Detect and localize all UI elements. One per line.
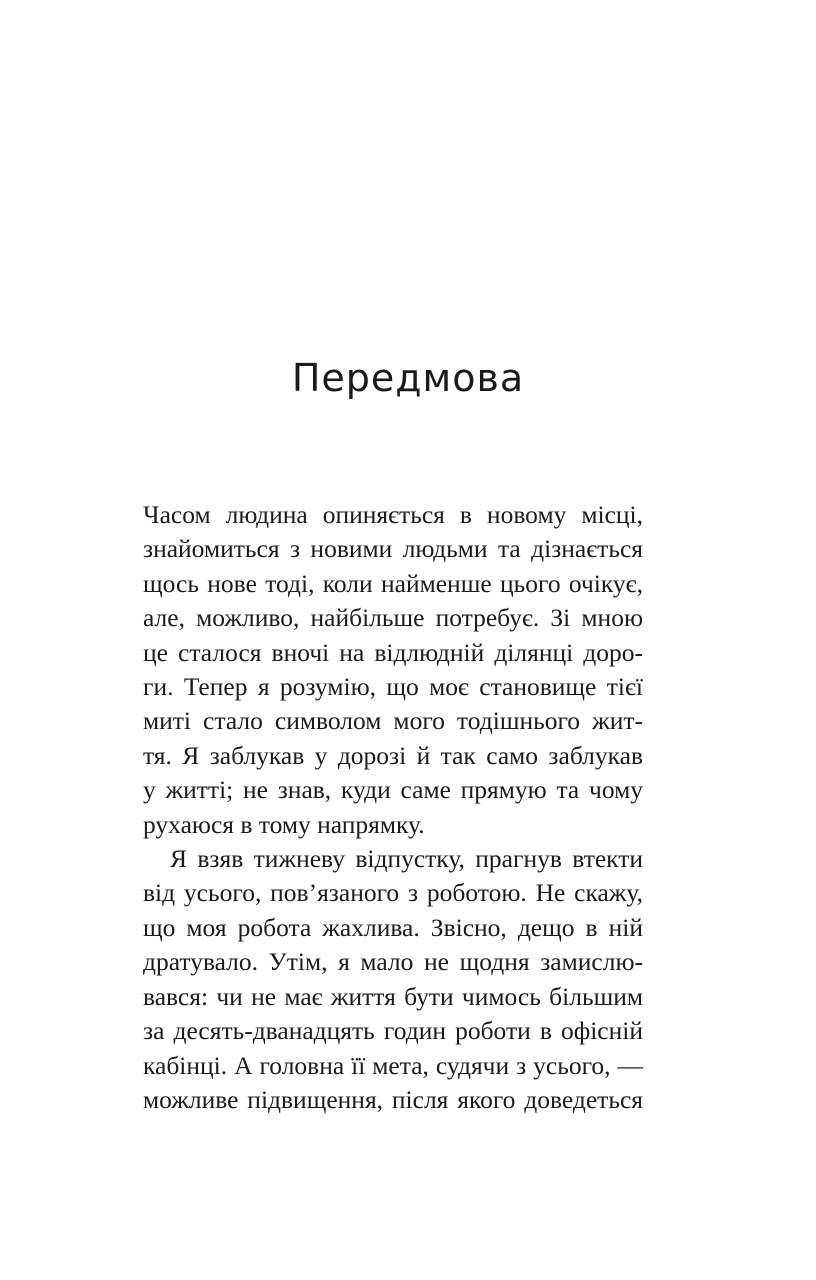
chapter-title: Передмова [291,356,525,400]
paragraph-2 [143,842,643,1117]
text-line: за десять-дванадцять годин роботи в офісній [143,1016,643,1046]
text-line: ги. Тепер я розумію, що моє становище тієї [143,672,643,702]
text-line: Часом людина опиняється в новому місці, [143,500,643,529]
text-line: Я взяв тижневу відпустку, прагнув втекти [170,844,643,874]
paragraph-1 [143,498,643,842]
text-line: у житті; не знав, куди саме прямую та чому [143,775,643,805]
text-line: але, можливо, найбільше потребує. Зі мною [143,603,643,633]
text-line: тя. Я заблукав у дорозі й так само заблукав [143,740,643,770]
text-line: миті стало символом мого тодішнього жит- [143,706,643,736]
text-line: щось нове тоді, коли найменше цього очікує, [143,568,643,598]
text-line: рухаюся в тому напрямку. [143,809,425,839]
text-line: кабінці. А головна її мета, судячи з усього, — [143,1050,643,1080]
text-line: дратувало. Утім, я мало не щодня замислю- [143,947,643,977]
body-text [143,498,643,1117]
text-line: знайомиться з новими людьми та дізнається [143,534,643,564]
text-line: від усього, пов’язаного з роботою. Не скажу, [143,878,643,908]
text-line: це сталося вночі на відлюдній ділянці доро- [143,637,643,667]
text-line: що моя робота жахлива. Звісно, дещо в ній [143,912,643,942]
text-line: можливе підвищення, після якого доведеться [143,1084,643,1114]
text-line: вався: чи не має життя бути чимось більшим [143,981,643,1011]
